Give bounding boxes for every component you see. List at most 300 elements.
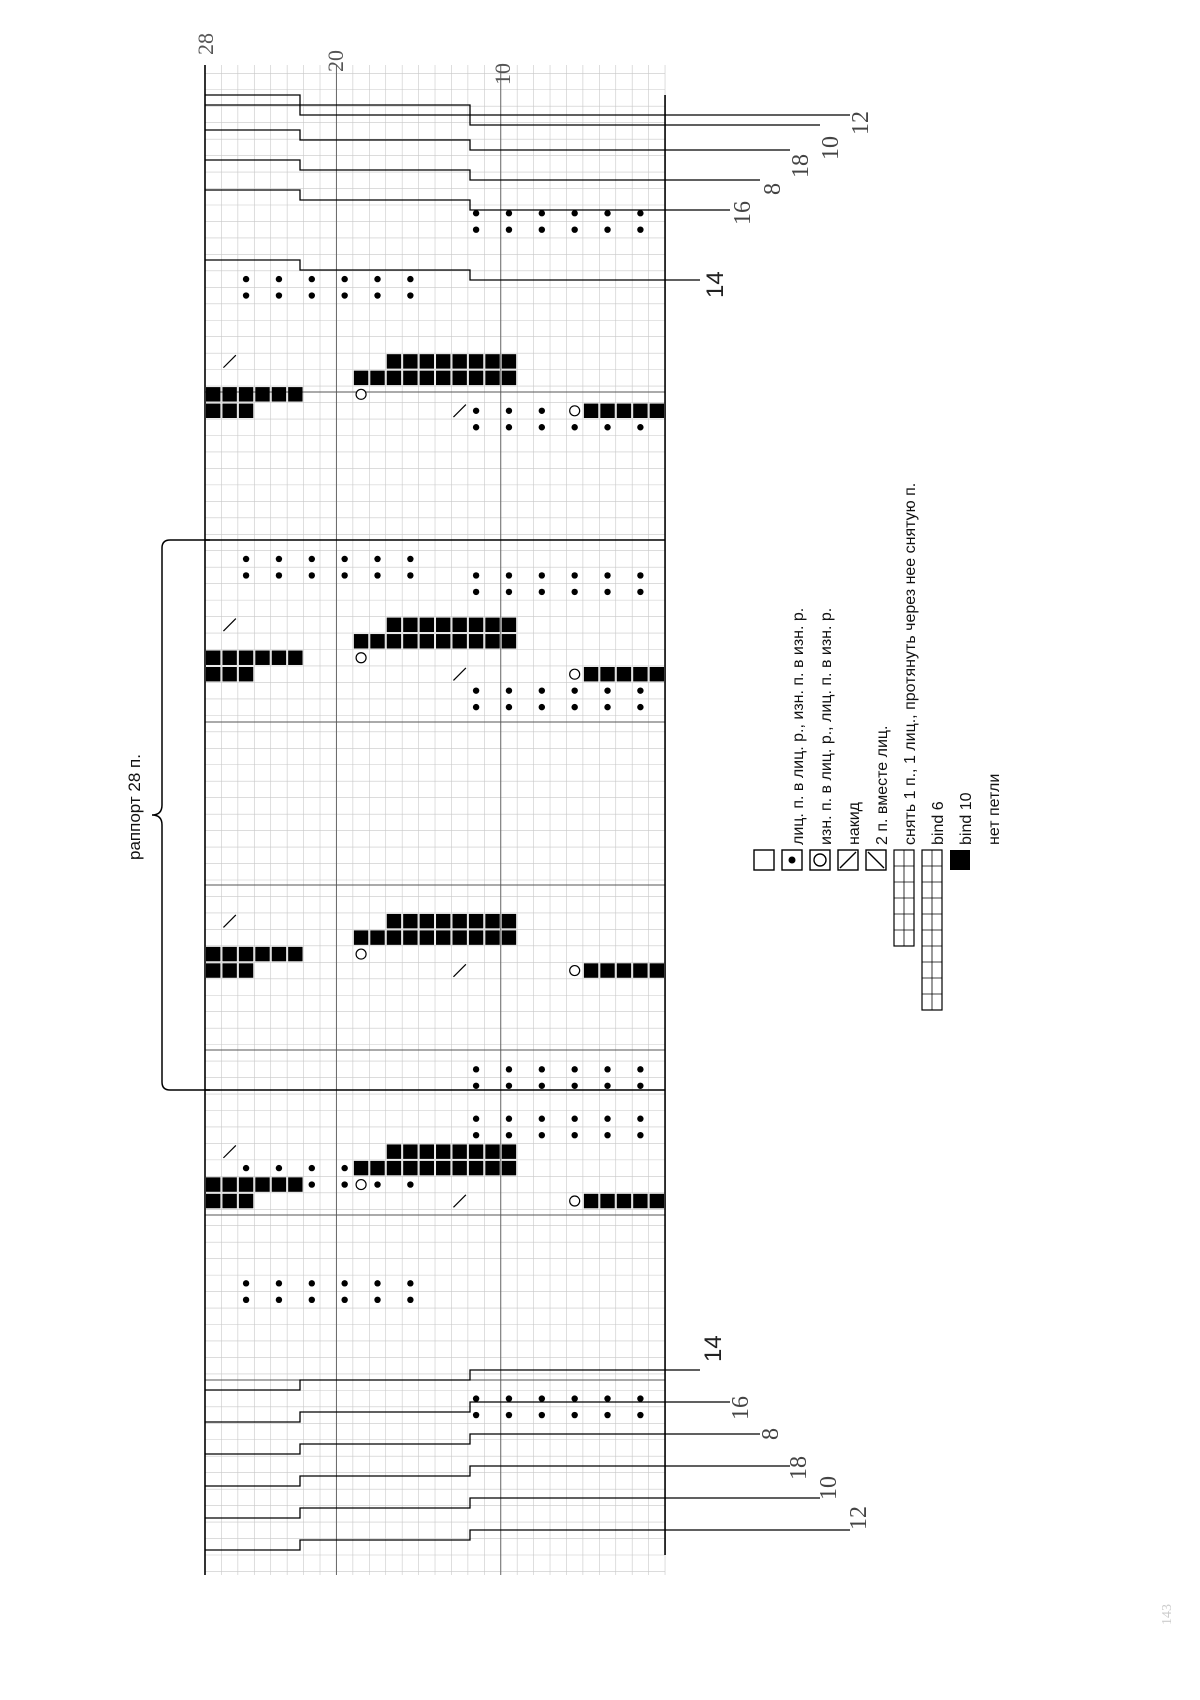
no-stitch-cell <box>469 634 483 648</box>
purl-dot <box>637 1083 643 1089</box>
purl-dot <box>276 572 282 578</box>
purl-dot <box>637 226 643 232</box>
size-step-line-bottom <box>205 1498 820 1518</box>
purl-dot <box>407 1280 413 1286</box>
no-stitch-cell <box>436 1161 450 1175</box>
size-label-bottom-12: 12 <box>846 1506 872 1530</box>
purl-dot <box>243 572 249 578</box>
no-stitch-cell <box>403 1161 417 1175</box>
no-stitch-cell <box>469 930 483 944</box>
legend-text-bind-6: bind 6 <box>930 801 947 845</box>
no-stitch-cell <box>370 930 384 944</box>
purl-dot <box>539 1395 545 1401</box>
no-stitch-cell <box>272 651 286 665</box>
legend-black-square-icon <box>950 850 970 870</box>
no-stitch-cell <box>502 930 516 944</box>
no-stitch-cell <box>436 914 450 928</box>
no-stitch-cell <box>288 947 302 961</box>
purl-dot <box>473 704 479 710</box>
purl-dot <box>243 1297 249 1303</box>
no-stitch-cell <box>387 618 401 632</box>
no-stitch-cell <box>420 1161 434 1175</box>
size-label-top-16: 16 <box>730 201 756 225</box>
purl-dot <box>276 276 282 282</box>
no-stitch-cell <box>600 404 614 418</box>
purl-dot <box>276 1280 282 1286</box>
no-stitch-cell <box>452 930 466 944</box>
no-stitch-cell <box>502 354 516 368</box>
purl-dot <box>571 589 577 595</box>
purl-dot <box>506 1066 512 1072</box>
purl-dot <box>473 572 479 578</box>
size-label-top-8: 8 <box>760 183 786 195</box>
purl-dot <box>374 1181 380 1187</box>
no-stitch-cell <box>370 371 384 385</box>
decrease-slash <box>453 964 465 976</box>
size-step-line-top <box>205 190 730 210</box>
purl-dot <box>341 572 347 578</box>
no-stitch-cell <box>403 371 417 385</box>
no-stitch-cell <box>436 1144 450 1158</box>
repeat-label: раппорт 28 п. <box>125 754 144 860</box>
no-stitch-cell <box>452 1144 466 1158</box>
no-stitch-cell <box>452 1161 466 1175</box>
page-number: 143 <box>1160 1604 1175 1625</box>
purl-dot <box>571 687 577 693</box>
size-step-line-top <box>205 160 760 180</box>
no-stitch-cell <box>387 371 401 385</box>
legend-dot-icon <box>789 857 796 864</box>
purl-dot <box>276 1297 282 1303</box>
no-stitch-cell <box>633 404 647 418</box>
no-stitch-cell <box>222 947 236 961</box>
no-stitch-cell <box>354 634 368 648</box>
decrease-slash <box>223 619 235 631</box>
purl-dot <box>473 210 479 216</box>
no-stitch-cell <box>633 1194 647 1208</box>
no-stitch-cell <box>239 667 253 681</box>
purl-dot <box>604 572 610 578</box>
purl-dot <box>604 589 610 595</box>
purl-dot <box>341 556 347 562</box>
purl-dot <box>604 687 610 693</box>
no-stitch-cell <box>206 404 220 418</box>
no-stitch-cell <box>239 947 253 961</box>
no-stitch-cell <box>403 930 417 944</box>
yarn-over-circle <box>570 966 580 976</box>
legend-text-no-stitch: нет петли <box>986 773 1003 845</box>
purl-dot <box>407 292 413 298</box>
no-stitch-cell <box>452 914 466 928</box>
purl-dot <box>571 424 577 430</box>
legend-square-empty <box>754 850 774 870</box>
no-stitch-cell <box>584 963 598 977</box>
no-stitch-cell <box>272 387 286 401</box>
purl-dot <box>473 408 479 414</box>
no-stitch-cell <box>387 354 401 368</box>
purl-dot <box>637 704 643 710</box>
size-label-bottom-18: 18 <box>786 1456 812 1480</box>
no-stitch-cell <box>370 1161 384 1175</box>
no-stitch-cell <box>354 371 368 385</box>
size-label-top-14: 14 <box>702 271 729 298</box>
no-stitch-cell <box>650 404 664 418</box>
no-stitch-cell <box>420 634 434 648</box>
purl-dot <box>506 424 512 430</box>
no-stitch-cell <box>469 1161 483 1175</box>
purl-dot <box>571 210 577 216</box>
no-stitch-cell <box>485 1161 499 1175</box>
no-stitch-cell <box>502 1144 516 1158</box>
purl-dot <box>243 292 249 298</box>
no-stitch-cell <box>584 1194 598 1208</box>
no-stitch-cell <box>584 404 598 418</box>
decrease-slash <box>453 1195 465 1207</box>
purl-dot <box>637 424 643 430</box>
purl-dot <box>637 589 643 595</box>
no-stitch-cell <box>485 618 499 632</box>
purl-dot <box>473 1116 479 1122</box>
no-stitch-cell <box>469 618 483 632</box>
purl-dot <box>506 1412 512 1418</box>
no-stitch-cell <box>485 914 499 928</box>
no-stitch-cell <box>403 618 417 632</box>
no-stitch-cell <box>222 651 236 665</box>
purl-dot <box>604 1395 610 1401</box>
no-stitch-cell <box>420 1144 434 1158</box>
purl-dot <box>506 589 512 595</box>
size-step-line-bottom <box>205 1434 760 1454</box>
legend-text-skpo: снять 1 п., 1 лиц., протянуть через нее снятую п. <box>902 482 919 845</box>
purl-dot <box>571 226 577 232</box>
purl-dot <box>604 1132 610 1138</box>
purl-dot <box>506 408 512 414</box>
purl-dot <box>539 408 545 414</box>
purl-dot <box>473 687 479 693</box>
purl-dot <box>571 1395 577 1401</box>
yarn-over-circle <box>356 949 366 959</box>
purl-dot <box>473 1066 479 1072</box>
no-stitch-cell <box>485 930 499 944</box>
purl-dot <box>473 1083 479 1089</box>
purl-dot <box>506 1116 512 1122</box>
no-stitch-cell <box>206 387 220 401</box>
no-stitch-cell <box>600 667 614 681</box>
row-number-10: 10 <box>490 63 515 85</box>
purl-dot <box>473 589 479 595</box>
no-stitch-cell <box>502 371 516 385</box>
no-stitch-cell <box>617 404 631 418</box>
purl-dot <box>374 1280 380 1286</box>
no-stitch-cell <box>222 1194 236 1208</box>
legend-symbols <box>754 850 970 1010</box>
no-stitch-cell <box>272 1177 286 1191</box>
purl-dot <box>243 1165 249 1171</box>
purl-dot <box>243 276 249 282</box>
no-stitch-cell <box>387 930 401 944</box>
row-number-28: 28 <box>193 33 218 55</box>
purl-dot <box>407 276 413 282</box>
purl-dot <box>243 1280 249 1286</box>
no-stitch-cell <box>255 947 269 961</box>
yarn-over-circle <box>356 389 366 399</box>
purl-dot <box>341 1280 347 1286</box>
purl-dot <box>473 1395 479 1401</box>
purl-dot <box>374 572 380 578</box>
purl-dot <box>539 1412 545 1418</box>
purl-dot <box>571 1132 577 1138</box>
no-stitch-cell <box>436 371 450 385</box>
no-stitch-cell <box>617 1194 631 1208</box>
purl-dot <box>539 226 545 232</box>
purl-dot <box>341 276 347 282</box>
purl-dot <box>637 572 643 578</box>
purl-dot <box>506 1083 512 1089</box>
purl-dot <box>341 292 347 298</box>
no-stitch-cell <box>633 963 647 977</box>
purl-dot <box>637 1395 643 1401</box>
purl-dot <box>637 1116 643 1122</box>
size-label-bottom-14: 14 <box>700 1335 727 1362</box>
purl-dot <box>506 572 512 578</box>
purl-dot <box>374 292 380 298</box>
yarn-over-circle <box>570 669 580 679</box>
legend-text-bind-10: bind 10 <box>958 792 975 845</box>
no-stitch-cell <box>469 914 483 928</box>
no-stitch-cell <box>485 371 499 385</box>
no-stitch-cell <box>206 947 220 961</box>
no-stitch-cell <box>436 618 450 632</box>
purl-dot <box>604 704 610 710</box>
no-stitch-cell <box>239 963 253 977</box>
size-label-top-12: 12 <box>848 111 874 135</box>
no-stitch-cell <box>452 634 466 648</box>
purl-dot <box>276 556 282 562</box>
size-step-line-bottom <box>205 1466 790 1486</box>
purl-dot <box>604 1066 610 1072</box>
no-stitch-cell <box>403 634 417 648</box>
purl-dot <box>341 1165 347 1171</box>
purl-dot <box>506 1395 512 1401</box>
purl-dot <box>341 1297 347 1303</box>
no-stitch-cell <box>485 634 499 648</box>
repeat-brace <box>152 540 210 1090</box>
no-stitch-cell <box>354 930 368 944</box>
purl-dot <box>539 1116 545 1122</box>
yarn-over-circle <box>356 653 366 663</box>
size-label-top-18: 18 <box>788 154 814 178</box>
purl-dot <box>539 424 545 430</box>
no-stitch-cell <box>502 1161 516 1175</box>
purl-dot <box>309 1297 315 1303</box>
no-stitch-cell <box>255 651 269 665</box>
decrease-slash <box>223 915 235 927</box>
purl-dot <box>539 572 545 578</box>
purl-dot <box>309 276 315 282</box>
purl-dot <box>374 1297 380 1303</box>
no-stitch-cell <box>420 354 434 368</box>
no-stitch-cell <box>370 634 384 648</box>
purl-dot <box>571 1412 577 1418</box>
purl-dot <box>637 210 643 216</box>
purl-dot <box>473 424 479 430</box>
purl-dot <box>571 572 577 578</box>
no-stitch-cell <box>387 1161 401 1175</box>
no-stitch-cell <box>288 387 302 401</box>
purl-dot <box>571 1083 577 1089</box>
purl-dot <box>637 1066 643 1072</box>
no-stitch-cell <box>206 651 220 665</box>
purl-dot <box>309 1181 315 1187</box>
decrease-slash <box>453 668 465 680</box>
legend-text-k2tog: 2 п. вместе лиц. <box>874 725 891 845</box>
no-stitch-cell <box>617 963 631 977</box>
purl-dot <box>309 572 315 578</box>
size-label-top-10: 10 <box>818 136 844 160</box>
purl-dot <box>243 556 249 562</box>
no-stitch-cell <box>502 618 516 632</box>
no-stitch-cell <box>206 1194 220 1208</box>
size-step-line-bottom <box>205 1402 730 1422</box>
purl-dot <box>473 226 479 232</box>
no-stitch-cell <box>272 947 286 961</box>
purl-dot <box>571 704 577 710</box>
no-stitch-cell <box>420 914 434 928</box>
purl-dot <box>473 1132 479 1138</box>
no-stitch-cell <box>255 1177 269 1191</box>
no-stitch-cell <box>387 1144 401 1158</box>
purl-dot <box>407 572 413 578</box>
purl-dot <box>309 292 315 298</box>
no-stitch-cell <box>600 1194 614 1208</box>
size-label-bottom-10: 10 <box>816 1476 842 1500</box>
decrease-slash <box>223 355 235 367</box>
purl-dot <box>604 1412 610 1418</box>
yarn-over-circle <box>356 1180 366 1190</box>
purl-dot <box>604 1083 610 1089</box>
no-stitch-cell <box>403 914 417 928</box>
purl-dot <box>309 1165 315 1171</box>
purl-dot <box>506 1132 512 1138</box>
purl-dot <box>276 292 282 298</box>
no-stitch-cell <box>239 387 253 401</box>
legend-square-circle <box>810 850 830 870</box>
purl-dot <box>637 1412 643 1418</box>
no-stitch-cell <box>452 618 466 632</box>
row-number-20: 20 <box>323 50 348 72</box>
purl-dot <box>473 1412 479 1418</box>
no-stitch-cell <box>452 371 466 385</box>
no-stitch-cell <box>387 634 401 648</box>
legend-text-knit: лиц. п. в лиц. р., изн. п. в изн. р. <box>790 607 807 845</box>
purl-dot <box>604 1116 610 1122</box>
size-step-line-top <box>205 130 790 150</box>
size-label-bottom-16: 16 <box>728 1396 754 1420</box>
no-stitch-cell <box>222 963 236 977</box>
no-stitch-cell <box>222 404 236 418</box>
legend-text-yarn-over: накид <box>846 801 863 845</box>
yarn-over-circle <box>570 406 580 416</box>
no-stitch-cell <box>222 387 236 401</box>
size-step-line-top <box>205 95 850 115</box>
no-stitch-cell <box>633 667 647 681</box>
purl-dot <box>407 1297 413 1303</box>
purl-dot <box>276 1165 282 1171</box>
purl-dot <box>637 1132 643 1138</box>
no-stitch-cell <box>255 387 269 401</box>
no-stitch-cell <box>239 404 253 418</box>
decrease-slash <box>453 405 465 417</box>
no-stitch-cell <box>469 354 483 368</box>
no-stitch-cell <box>420 930 434 944</box>
decrease-slash <box>223 1145 235 1157</box>
no-stitch-cell <box>617 667 631 681</box>
purl-dot <box>309 556 315 562</box>
purl-dot <box>506 226 512 232</box>
purl-dot <box>539 1132 545 1138</box>
no-stitch-cell <box>436 634 450 648</box>
no-stitch-cell <box>469 1144 483 1158</box>
no-stitch-cell <box>288 651 302 665</box>
purl-dot <box>374 556 380 562</box>
chart-grid <box>205 65 665 1575</box>
purl-dot <box>341 1181 347 1187</box>
no-stitch-cell <box>502 914 516 928</box>
no-stitch-cell <box>650 1194 664 1208</box>
purl-dot <box>539 1066 545 1072</box>
yarn-over-circle <box>570 1196 580 1206</box>
no-stitch-cell <box>600 963 614 977</box>
purl-dot <box>604 226 610 232</box>
no-stitch-cell <box>239 651 253 665</box>
purl-dot <box>571 1066 577 1072</box>
no-stitch-cell <box>239 1177 253 1191</box>
purl-dot <box>539 1083 545 1089</box>
no-stitch-cell <box>436 930 450 944</box>
purl-dot <box>407 556 413 562</box>
no-stitch-cell <box>584 667 598 681</box>
no-stitch-cell <box>222 1177 236 1191</box>
size-label-bottom-8: 8 <box>758 1428 784 1440</box>
no-stitch-cell <box>485 354 499 368</box>
no-stitch-cell <box>354 1161 368 1175</box>
size-step-line-bottom <box>205 1530 850 1550</box>
purl-dot <box>374 276 380 282</box>
purl-dot <box>539 589 545 595</box>
no-stitch-cell <box>485 1144 499 1158</box>
purl-dot <box>539 687 545 693</box>
no-stitch-cell <box>420 618 434 632</box>
no-stitch-cell <box>288 1177 302 1191</box>
no-stitch-cell <box>452 354 466 368</box>
no-stitch-cell <box>436 354 450 368</box>
purl-dot <box>604 210 610 216</box>
no-stitch-cell <box>206 667 220 681</box>
purl-dot <box>637 687 643 693</box>
purl-dot <box>506 704 512 710</box>
no-stitch-cell <box>403 354 417 368</box>
no-stitch-cell <box>403 1144 417 1158</box>
no-stitch-cell <box>469 371 483 385</box>
no-stitch-cell <box>650 963 664 977</box>
purl-dot <box>604 424 610 430</box>
purl-dot <box>407 1181 413 1187</box>
purl-dot <box>539 210 545 216</box>
purl-dot <box>571 1116 577 1122</box>
no-stitch-cell <box>387 914 401 928</box>
no-stitch-cell <box>502 634 516 648</box>
no-stitch-cell <box>222 667 236 681</box>
